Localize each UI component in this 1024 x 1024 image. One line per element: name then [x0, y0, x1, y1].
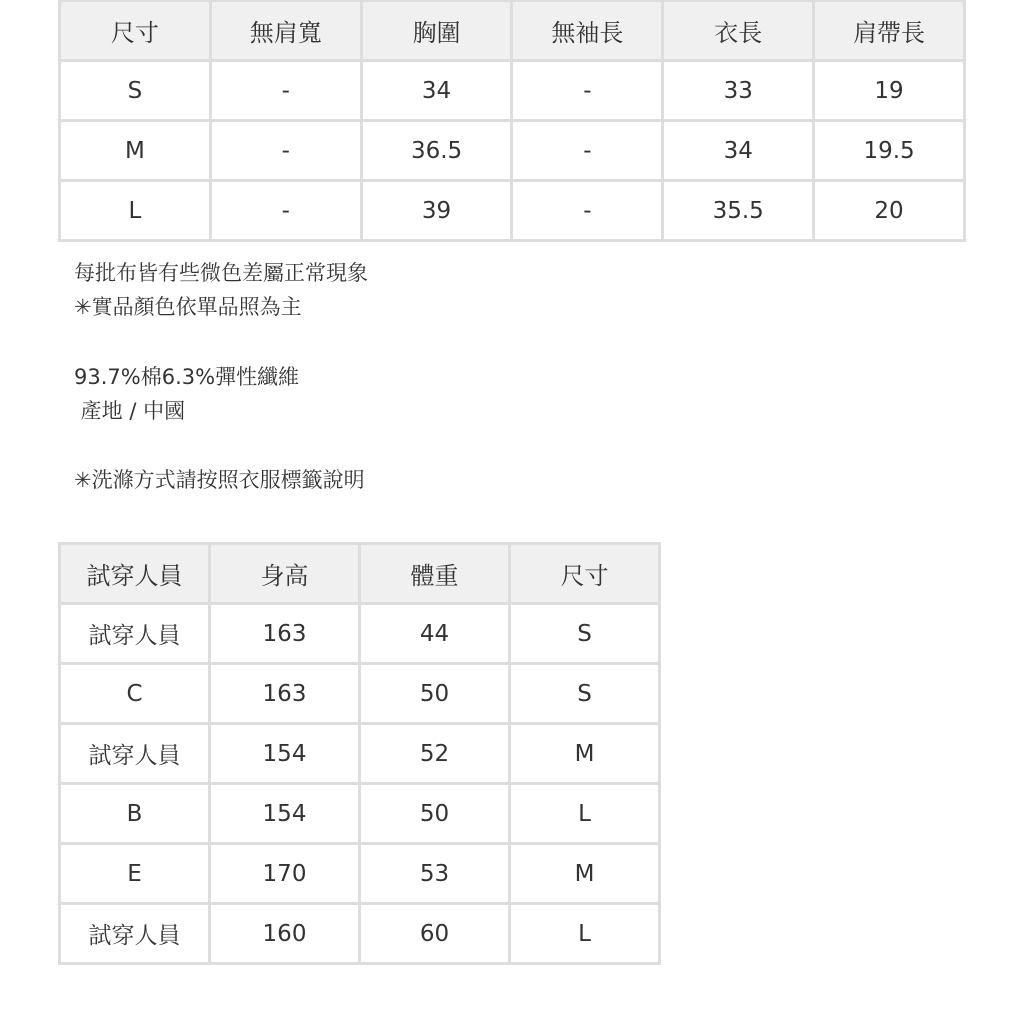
- header-cell: 試穿人員: [61, 545, 208, 602]
- table-row: [61, 845, 658, 902]
- header-cell: 胸圍: [363, 2, 511, 59]
- table-cell: 34: [363, 62, 511, 119]
- table-cell: 36.5: [363, 122, 511, 179]
- care-notes: [74, 463, 365, 497]
- table-row: [61, 182, 963, 239]
- table-cell: 154: [211, 785, 358, 842]
- table-cell: 50: [361, 785, 508, 842]
- table-row: [61, 905, 658, 962]
- table-cell: 160: [211, 905, 358, 962]
- origin-note: 產地 / 中國: [74, 399, 186, 423]
- table-cell: -: [513, 62, 661, 119]
- size-chart-table: [58, 0, 966, 242]
- table-row: [61, 725, 658, 782]
- table-cell: 39: [363, 182, 511, 239]
- table-cell: S: [61, 62, 209, 119]
- color-reference-note: ✳實品顏色依單品照為主: [74, 295, 302, 319]
- fabric-composition: 93.7%棉6.3%彈性纖維: [74, 365, 300, 389]
- color-variance-note: 每批布皆有些微色差屬正常現象: [74, 261, 368, 285]
- table-cell: -: [212, 62, 360, 119]
- table-cell: 163: [211, 605, 358, 662]
- table-cell: 60: [361, 905, 508, 962]
- header-cell: 尺寸: [61, 2, 209, 59]
- table-cell: 34: [664, 122, 812, 179]
- fitting-header-row: [61, 545, 658, 602]
- table-cell: 53: [361, 845, 508, 902]
- table-cell: M: [61, 122, 209, 179]
- table-cell: 52: [361, 725, 508, 782]
- table-cell: 154: [211, 725, 358, 782]
- product-notes: [74, 256, 368, 324]
- header-cell: 肩帶長: [815, 2, 963, 59]
- table-cell: 19: [815, 62, 963, 119]
- table-cell: C: [61, 665, 208, 722]
- header-cell: 衣長: [664, 2, 812, 59]
- table-cell: 170: [211, 845, 358, 902]
- table-cell: L: [511, 785, 658, 842]
- table-cell: 20: [815, 182, 963, 239]
- table-row: [61, 122, 963, 179]
- table-cell: L: [61, 182, 209, 239]
- table-cell: 35.5: [664, 182, 812, 239]
- table-cell: S: [511, 665, 658, 722]
- table-cell: 33: [664, 62, 812, 119]
- table-cell: 50: [361, 665, 508, 722]
- table-cell: S: [511, 605, 658, 662]
- table-cell: -: [513, 182, 661, 239]
- washing-instruction-note: ✳洗滌方式請按照衣服標籤說明: [74, 468, 365, 492]
- table-cell: 19.5: [815, 122, 963, 179]
- header-cell: 無袖長: [513, 2, 661, 59]
- header-cell: 尺寸: [511, 545, 658, 602]
- table-cell: -: [212, 122, 360, 179]
- size-chart-header-row: [61, 2, 963, 59]
- fitting-model-table: [58, 542, 661, 965]
- table-row: [61, 62, 963, 119]
- table-cell: -: [513, 122, 661, 179]
- table-cell: 試穿人員: [61, 905, 208, 962]
- table-cell: 44: [361, 605, 508, 662]
- table-cell: 試穿人員: [61, 725, 208, 782]
- table-cell: 試穿人員: [61, 605, 208, 662]
- table-cell: E: [61, 845, 208, 902]
- table-row: [61, 665, 658, 722]
- table-cell: B: [61, 785, 208, 842]
- header-cell: 無肩寬: [212, 2, 360, 59]
- table-row: [61, 605, 658, 662]
- table-cell: -: [212, 182, 360, 239]
- header-cell: 體重: [361, 545, 508, 602]
- table-cell: L: [511, 905, 658, 962]
- table-cell: M: [511, 845, 658, 902]
- table-cell: M: [511, 725, 658, 782]
- table-row: [61, 785, 658, 842]
- header-cell: 身高: [211, 545, 358, 602]
- table-cell: 163: [211, 665, 358, 722]
- material-notes: [74, 360, 299, 428]
